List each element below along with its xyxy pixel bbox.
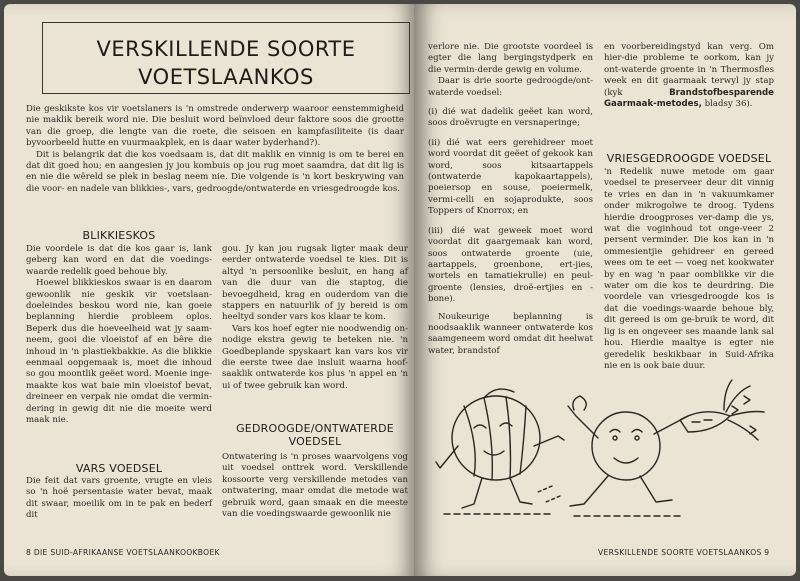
thermos-intro: en voorbereidingstyd kan verg. Om hier-die probleme te oorkom, kan jy ont-waterde groente in 'n Thermosfles week en dit gaarmaak terwyl jy stap (kyk bbox=[604, 42, 774, 98]
vriesgedroogde-heading: VRIESGEDROOGDE VOEDSEL bbox=[606, 152, 772, 165]
left-page bbox=[4, 4, 416, 576]
body-paragraph: Noukeurige beplanning is noodsaaklik wanneer ontwaterde kos saamgeneem word omdat dit heelwat water, brandstof bbox=[428, 311, 593, 356]
melon-character-icon bbox=[436, 389, 564, 508]
cross-reference-link: Brandstofbesparende Gaarmaak-metodes, bbox=[604, 87, 774, 110]
thermos-text bbox=[604, 42, 774, 110]
body-paragraph: 'n Redelik nuwe metode om gaar voedsel te preserveer deur dit vinnig te vries en dan in 'n vakuumkamer onder mikrogolwe te droog. Tydens hierdie droogproses ver-damp die ys, wat die voginhoud tot onge-veer 2 persent verminder. Die kos kan in 'n ommesientjie gehidreer en gereed wees om te eet — voeg net kookwater by en wag 'n paar oomblikke vir die water om die kos te deurdring. Die voordele van vriesgedroogde kos is dat die voedings-waarde behoue bly, dit gereed is om ge-bruik te word, dit lig is en ongeveer ses maande lank sal hou. Hierdie maaltye is egter nie geredelik beskikbaar in Suid-Afrika nie en is ook baie duur. bbox=[604, 167, 774, 371]
carrot-character-icon bbox=[680, 380, 764, 440]
vars-voedsel-text bbox=[26, 476, 212, 522]
body-paragraph: Die voordele is dat die kos gaar is, lank geberg kan word en dat die voedings-waarde redelik goed behoue bly. bbox=[26, 244, 212, 277]
list-item: (iii) dié wat geweek moet word voordat dit gaargemaak kan word, soos ontwaterde groente (uie, aartappels, groenbone, ert-jies, wortels en tamatiekrulle) en peul-groente (lensies, droë-ertjies en -bone). bbox=[428, 225, 593, 305]
gedroogde-heading bbox=[222, 422, 408, 448]
right-page-folio: VERSKILLENDE SOORTE VOETSLAANKOS 9 bbox=[598, 548, 770, 557]
vars-voedsel-heading: VARS VOEDSEL bbox=[75, 462, 163, 475]
blikkieskos-heading: BLIKKIESKOS bbox=[82, 229, 156, 242]
body-paragraph: verlore nie. Die grootste voordeel is egter die lang bergingstydperk en die vermin-derde gewig en volume. bbox=[428, 42, 593, 75]
body-paragraph: Ontwatering is 'n proses waarvolgens vog uit voedsel onttrek word. Verskillende kossoorte verg verskillende metodes van ontwatering, maar omdat die metode wat gebruik word, gaan smaak en die meeste van die voedingswaarde gewoonlik nie bbox=[222, 452, 408, 520]
chapter-title-box bbox=[42, 22, 410, 94]
body-paragraph: Hoewel blikkieskos swaar is en daarom gewoonlik nie geskik vir voetslaan-doeleindes beskou word nie, kan goeie beplanning hierdie probleem oplos. Beperk dus die hoeveelheid wat jy saam-neem, gooi die vloeistof af en bêre die inhoud in 'n plastiekbakkie. As die blikkie eenmaal oopgemaak is, moet die inhoud so gou moontlik geëet word. Moenie inge-maakte kos wat baie min vloeistof bevat, dreineer en verpak nie omdat die vermin-dering in gewig dit nie die moeite werd maak nie. bbox=[26, 278, 212, 426]
chapter-title-line-2: VOETSLAANKOS bbox=[138, 65, 314, 89]
gedroogde-heading-line-2: VOEDSEL bbox=[288, 435, 342, 448]
list-item: (i) dié wat dadelik geëet kan word, soos droëvrugte en versnaperinge; bbox=[428, 107, 593, 129]
onion-character-icon bbox=[538, 396, 688, 506]
left-page-folio: 8 DIE SUID-AFRIKAANSE VOETSLAANKOOKBOEK bbox=[26, 548, 220, 557]
blikkieskos-text bbox=[26, 244, 212, 427]
chapter-title-line-1: VERSKILLENDE SOORTE bbox=[96, 37, 356, 61]
body-paragraph: Die feit dat vars groente, vrugte en vleis so 'n hoë persentasie water bevat, maak dit swaar, moeilik om in te pak en bederf dit bbox=[26, 476, 212, 521]
vriesgedroogde-text bbox=[604, 167, 774, 372]
body-paragraph: Vars kos hoef egter nie noodwendig on-nodige ekstra gewig te beteken nie. 'n Goedbeplande spyskaart kan vars kos vir die eerste twee dae insluit waarna hoof-saaklik ontwaterde kos plus 'n appel en 'n ui of twee gebruik kan word. bbox=[222, 323, 408, 391]
running-vegetables-illustration bbox=[434, 376, 774, 526]
body-paragraph bbox=[604, 42, 774, 110]
body-paragraph: Daar is drie soorte gedroogde/ont-waterde voedsel: bbox=[428, 76, 593, 98]
cross-reference-page: bladsy 36). bbox=[704, 99, 753, 110]
right-page bbox=[414, 4, 796, 576]
intro-text bbox=[26, 104, 404, 195]
gedroogde-text bbox=[222, 452, 408, 520]
blikkieskos-continued-text bbox=[222, 244, 408, 392]
list-item: (ii) dié wat eers gerehidreer moet word voordat dit geëet of gekook kan word, soos kitsaartappels (ontwaterde kapokaartappels), poeiersop en souse, poeiermelk, vermi-celli en sojaprodukte, soos Toppers of Knorrox; en bbox=[428, 137, 593, 217]
gedroogde-continued-text bbox=[428, 42, 593, 357]
gedroogde-heading-line-1: GEDROOGDE/ONTWATERDE bbox=[236, 422, 394, 435]
intro-paragraph: Die geskikste kos vir voetslaners is 'n omstrede onderwerp waaroor eenstemmigheid nie maklik bereik word nie. Die besluit word beïnvloed deur faktore soos die grootte van die groep, die lengte van die roete, die seisoen en kampfasiliteite (is daar byvoorbeeld hutte en vuurmaakplek, en is daar water byderhand?). bbox=[26, 104, 404, 149]
body-paragraph: gou. Jy kan jou rugsak ligter maak deur eerder ontwaterde voedsel te kies. Dit is altyd 'n persoonlike besluit, en hang af van die duur van die staptog, die bevoegdheid, krag en ouderdom van die stappers en natuurlik of jy bereid is om heeltyd sonder vars kos klaar te kom. bbox=[222, 244, 408, 323]
intro-paragraph: Dit is belangrik dat die kos voedsaam is, dat dit maklik en vinnig is om te berei en dat dit goed hou; en aangesien jy jou kombuis op jou rug moet saamdra, dat dit lig is en nie die wêreld se plek in beslag neem nie. Die volgende is 'n kort beskrywing van die voor- en nadele van blikkies-, vars, gedroogde/ontwaterde en vriesgedroogde kos. bbox=[26, 149, 404, 194]
